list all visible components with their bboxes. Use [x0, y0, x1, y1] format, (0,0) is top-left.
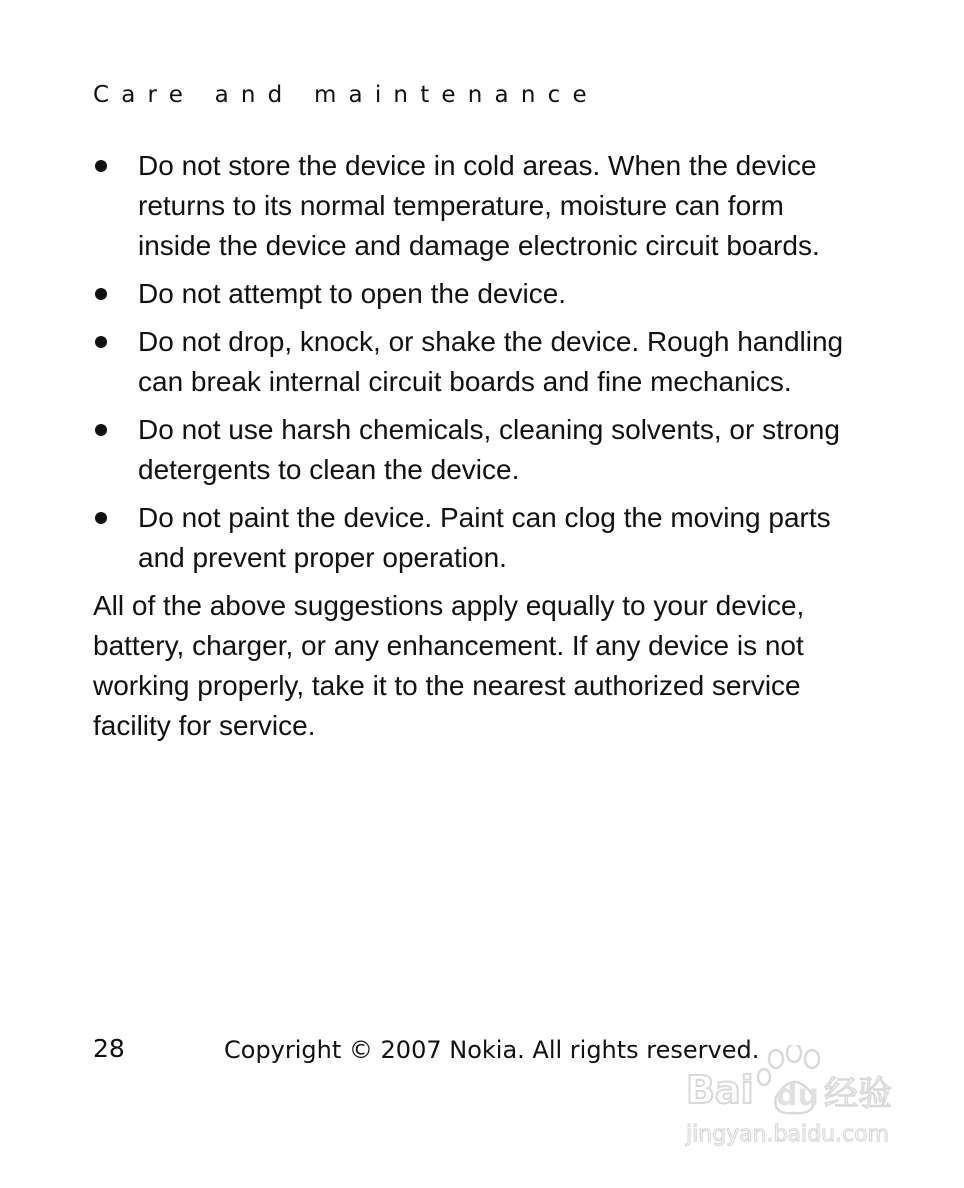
closing-paragraph: All of the above suggestions apply equally to your device, battery, charger, or any enhancement. If any device is not working properly, take it to the nearest authorized service facility for service. [93, 590, 805, 741]
page-number: 28 [93, 1034, 125, 1063]
page-body [93, 146, 853, 746]
bullet-icon [95, 288, 107, 300]
copyright-notice: Copyright © 2007 Nokia. All rights reserved. [224, 1036, 760, 1064]
bullet-list [93, 146, 853, 578]
list-item [93, 322, 853, 402]
bullet-icon [95, 424, 107, 436]
watermark-brand-left: Bai [686, 1068, 754, 1112]
list-item-text: Do not store the device in cold areas. When the device returns to its normal temperature, moisture can form inside the device and damage electronic circuit boards. [138, 150, 820, 261]
section-header: Care and maintenance [93, 82, 599, 108]
list-item-text: Do not use harsh chemicals, cleaning solvents, or strong detergents to clean the device. [138, 414, 840, 485]
watermark-brand-du: du [776, 1078, 819, 1113]
bullet-icon [95, 512, 107, 524]
list-item [93, 498, 853, 578]
list-item-text: Do not attempt to open the device. [138, 278, 567, 309]
list-item-text: Do not paint the device. Paint can clog the moving parts and prevent proper operation. [138, 502, 831, 573]
bullet-icon [95, 160, 107, 172]
watermark-brand-cn: 经验 [824, 1074, 892, 1114]
list-item-text: Do not drop, knock, or shake the device. Rough handling can break internal circuit boards and fine mechanics. [138, 326, 844, 397]
list-item [93, 410, 853, 490]
baidu-watermark-logo [684, 1045, 914, 1160]
list-item [93, 274, 853, 314]
list-item [93, 146, 853, 266]
bullet-icon [95, 336, 107, 348]
watermark-url: jingyan.baidu.com [686, 1122, 890, 1147]
